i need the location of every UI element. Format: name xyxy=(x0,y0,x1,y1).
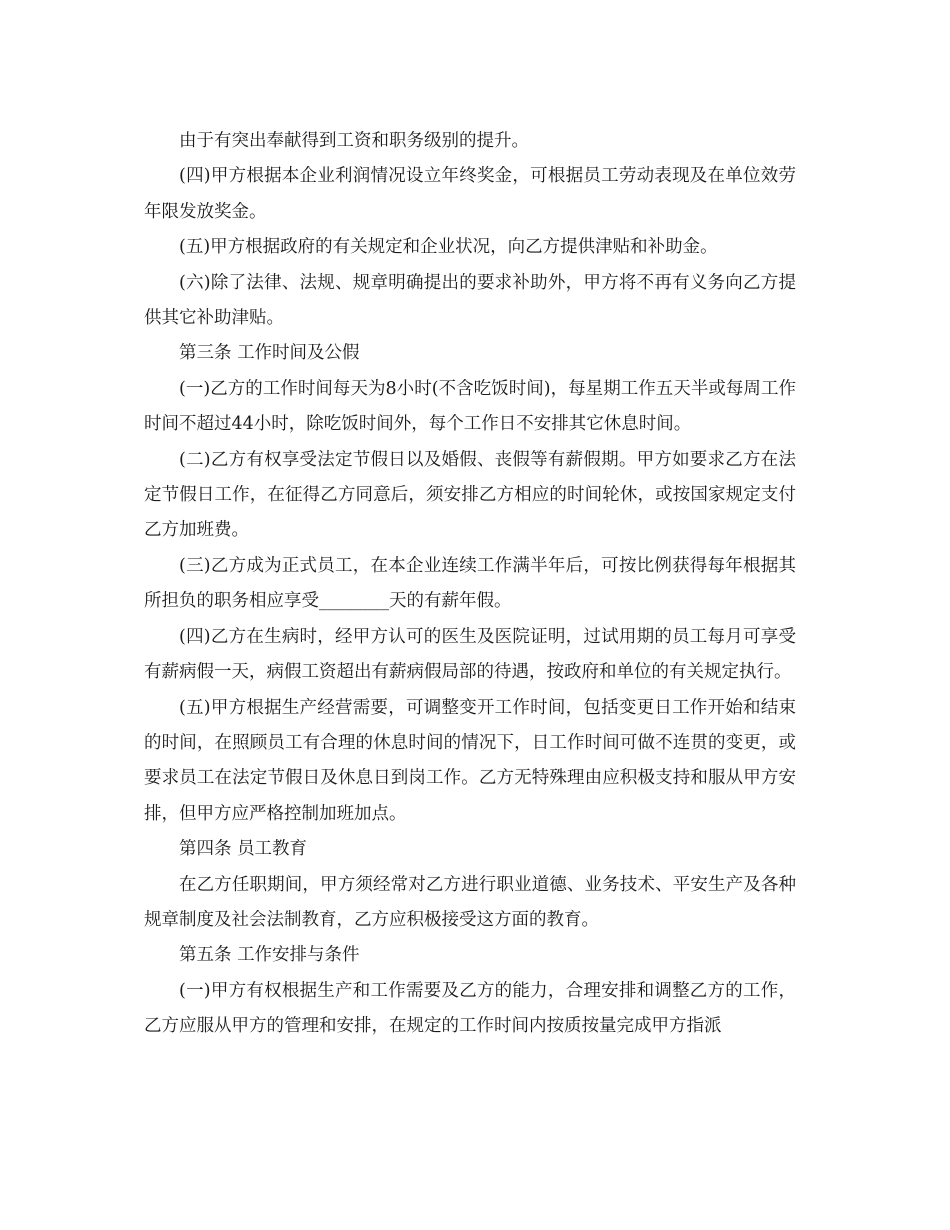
paragraph-schedule-adjustment: (五)甲方根据生产经营需要，可调整变开工作时间，包括变更日工作开始和结束的时间，在照顾员工有合理的休息时间的情况下，日工作时间可做不连贯的变更，或要求员工在法定节假日及休息日到岗工作。乙方无特殊理由应积极支持和服从甲方安排，但甲方应严格控制加班加点。 xyxy=(144,697,796,824)
paragraph-employee-education: 在乙方任职期间，甲方须经常对乙方进行职业道德、业务技术、平安生产及各种规章制度及社会法制教育，乙方应积极接受这方面的教育。 xyxy=(144,874,796,930)
paragraph-no-other-subsidy: (六)除了法律、法规、规章明确提出的要求补助外，甲方将不再有义务向乙方提供其它补助津贴。 xyxy=(144,272,796,329)
article-3-heading: 第三条 工作时间及公假 xyxy=(179,343,360,364)
paragraph-annual-leave: (三)乙方成为正式员工，在本企业连续工作满半年后，可按比例获得每年根据其所担负的职务相应享受________天的有薪年假。 xyxy=(144,555,796,612)
article-4-heading: 第四条 员工教育 xyxy=(179,839,308,860)
paragraph-sick-leave: (四)乙方在生病时，经甲方认可的医生及医院证明，过试用期的员工每月可享受有薪病假一天，病假工资超出有薪病假局部的待遇，按政府和单位的有关规定执行。 xyxy=(144,626,796,683)
paragraph-year-end-bonus: (四)甲方根据本企业利润情况设立年终奖金，可根据员工劳动表现及在单位效劳年限发放奖金。 xyxy=(144,166,796,222)
document-page xyxy=(144,124,796,1045)
paragraph-promotion-continued: 由于有突出奉献得到工资和职务级别的提升。 xyxy=(179,131,529,151)
paragraph-allowance: (五)甲方根据政府的有关规定和企业状况，向乙方提供津贴和补助金。 xyxy=(179,237,718,258)
paragraph-working-hours: (一)乙方的工作时间每天为8小时(不含吃饭时间)，每星期工作五天半或每周工作时间不超过44小时，除吃饭时间外，每个工作日不安排其它休息时间。 xyxy=(144,378,796,435)
paragraph-paid-holidays: (二)乙方有权享受法定节假日以及婚假、丧假等有薪假期。甲方如要求乙方在法定节假日工作，在征得乙方同意后，须安排乙方相应的时间轮休，或按国家规定支付乙方加班费。 xyxy=(144,449,796,541)
paragraph-work-assignment: (一)甲方有权根据生产和工作需要及乙方的能力，合理安排和调整乙方的工作，乙方应服从甲方的管理和安排，在规定的工作时间内按质按量完成甲方指派 xyxy=(144,980,796,1037)
article-5-heading: 第五条 工作安排与条件 xyxy=(179,945,360,966)
